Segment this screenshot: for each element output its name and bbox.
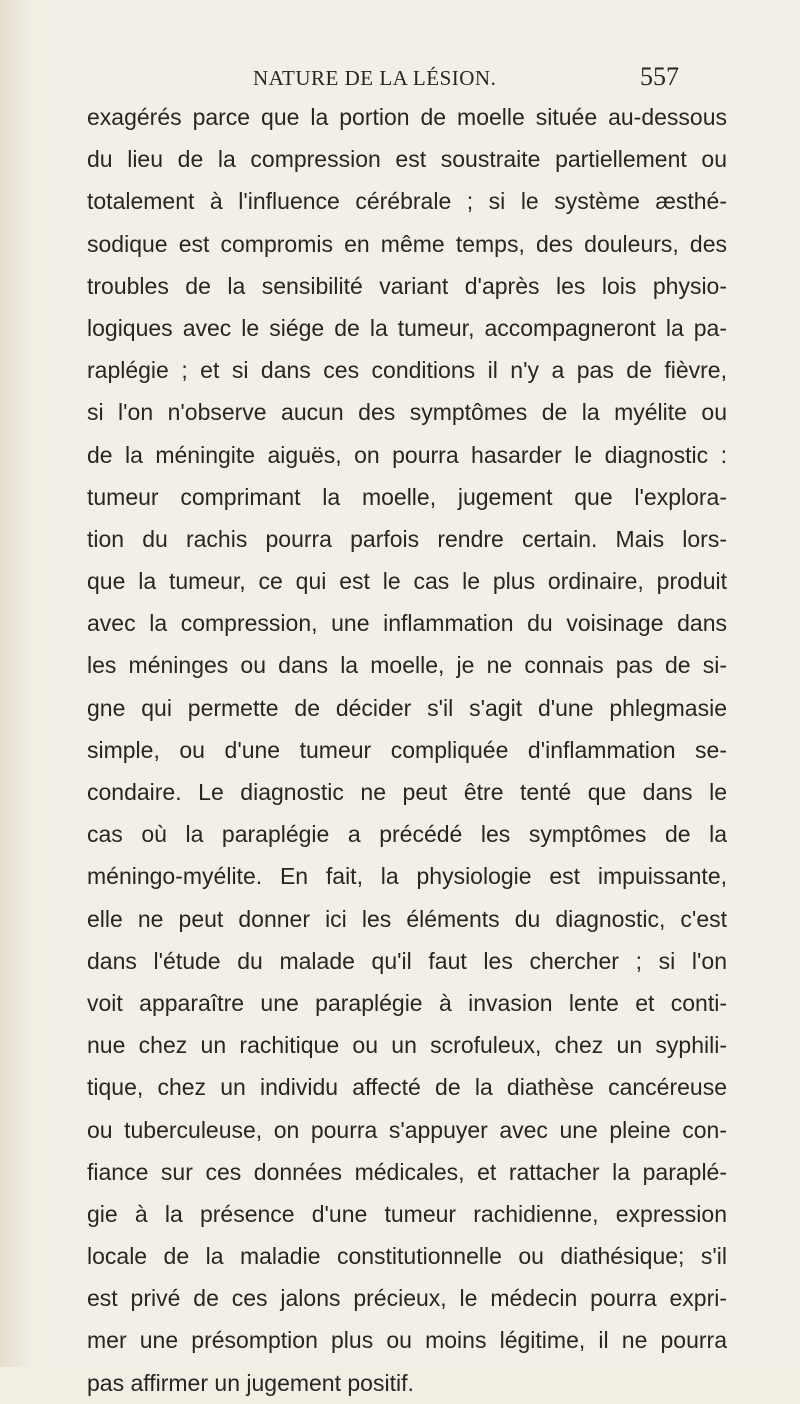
text-line: gne qui permette de décider s'il s'agit d'une phlegmasie	[87, 694, 727, 721]
text-line: les méninges ou dans la moelle, je ne connais pas de si-	[87, 652, 727, 679]
text-line: nue chez un rachitique ou un scrofuleux, chez un syphili-	[87, 1032, 727, 1059]
page-number: 557	[640, 62, 679, 91]
text-line: ou tuberculeuse, on pourra s'appuyer avec une pleine con-	[87, 1116, 727, 1143]
text-line: troubles de la sensibilité variant d'après les lois physio-	[87, 272, 727, 299]
text-line: fiance sur ces données médicales, et rattacher la paraplé-	[87, 1158, 727, 1185]
text-line: est privé de ces jalons précieux, le médecin pourra expri-	[87, 1285, 727, 1312]
text-line: logiques avec le siége de la tumeur, accompagneront la pa-	[87, 314, 727, 341]
text-line-last: pas affirmer un jugement positif.	[87, 1369, 414, 1396]
text-line: tique, chez un individu affecté de la diathèse cancéreuse	[87, 1074, 727, 1101]
text-line: tion du rachis pourra parfois rendre certain. Mais lors-	[87, 525, 727, 552]
text-line: elle ne peut donner ici les éléments du diagnostic, c'est	[87, 905, 727, 932]
text-line: que la tumeur, ce qui est le cas le plus ordinaire, produit	[87, 568, 727, 595]
text-line: mer une présomption plus ou moins légitime, il ne pourra	[87, 1327, 727, 1354]
text-line: tumeur comprimant la moelle, jugement que l'explora-	[87, 483, 727, 510]
text-line: exagérés parce que la portion de moelle située au-dessous	[87, 104, 727, 130]
text-line: locale de la maladie constitutionnelle ou diathésique; s'il	[87, 1243, 727, 1270]
text-line: cas où la paraplégie a précédé les symptômes de la	[87, 821, 727, 848]
text-line: du lieu de la compression est soustraite partiellement ou	[87, 146, 727, 173]
text-line: si l'on n'observe aucun des symptômes de la myélite ou	[87, 399, 727, 426]
body-paragraph	[87, 96, 727, 1404]
text-line: méningo-myélite. En fait, la physiologie est impuissante,	[87, 863, 727, 890]
text-line: totalement à l'influence cérébrale ; si le système æsthé-	[87, 188, 727, 215]
text-line: sodique est compromis en même temps, des douleurs, des	[87, 230, 727, 257]
text-line: avec la compression, une inflammation du voisinage dans	[87, 610, 727, 637]
text-line: raplégie ; et si dans ces conditions il n'y a pas de fièvre,	[87, 357, 727, 384]
text-line: gie à la présence d'une tumeur rachidienne, expression	[87, 1200, 727, 1227]
text-line: condaire. Le diagnostic ne peut être tenté que dans le	[87, 779, 727, 805]
text-line: simple, ou d'une tumeur compliquée d'inflammation se-	[87, 736, 727, 763]
text-line: voit apparaître une paraplégie à invasion lente et conti-	[87, 989, 727, 1016]
text-line: dans l'étude du malade qu'il faut les chercher ; si l'on	[87, 947, 727, 974]
text-line: de la méningite aiguës, on pourra hasarder le diagnostic :	[87, 441, 727, 468]
running-title: NATURE DE LA LÉSION.	[253, 66, 497, 90]
